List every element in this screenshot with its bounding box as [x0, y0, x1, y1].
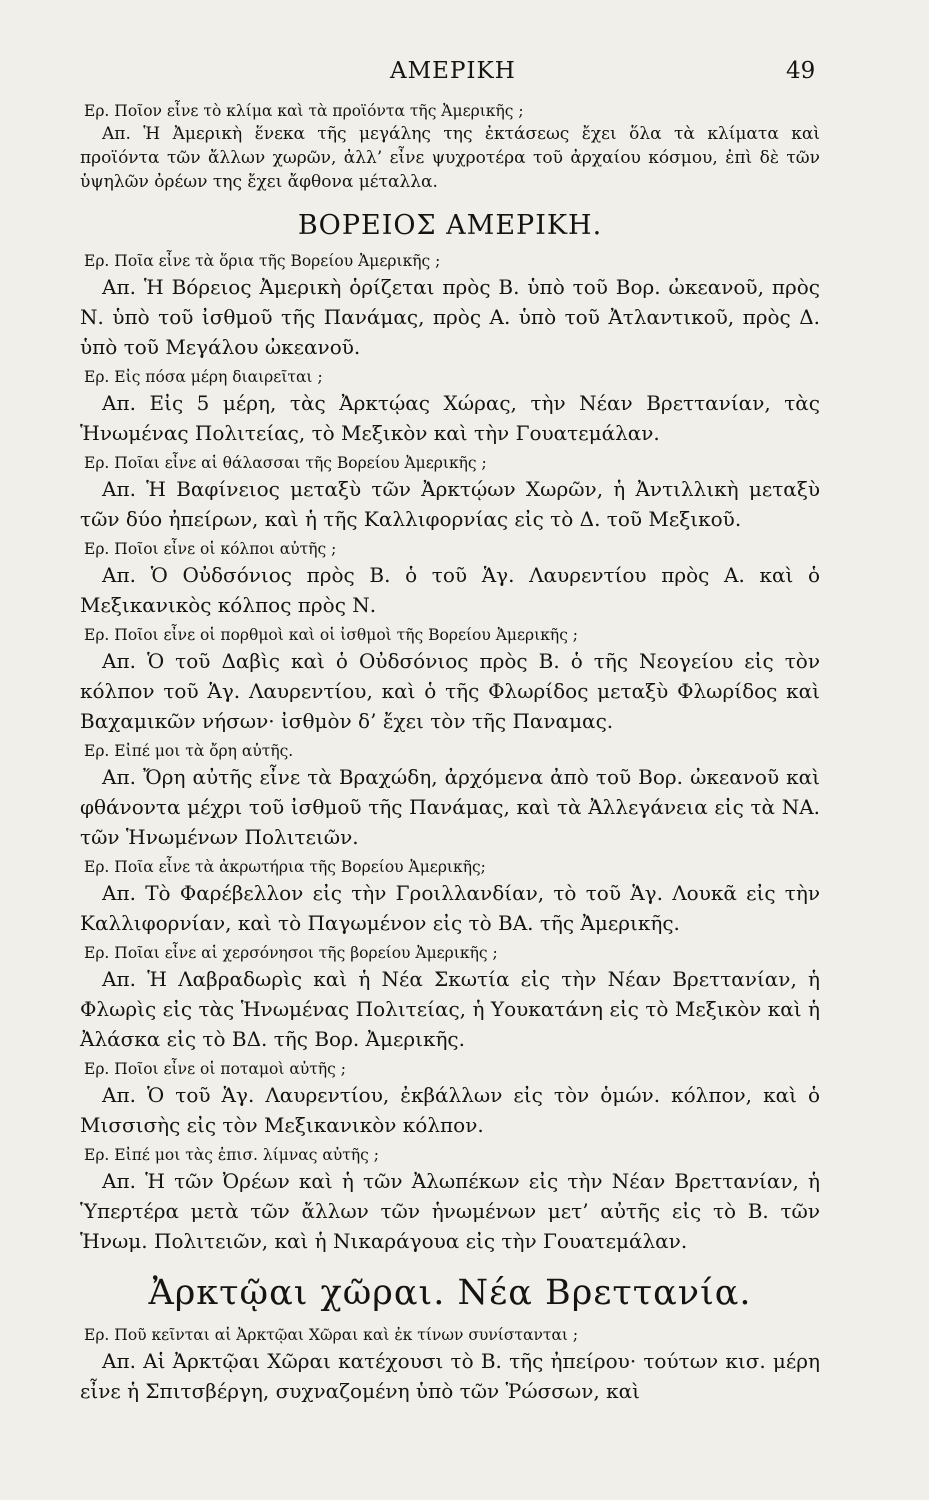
question-paragraph [80, 538, 820, 560]
answer-paragraph [80, 646, 820, 736]
question-text: Ποῖοι εἶνε οἱ ποταμοὶ αὐτῆς ; [114, 1060, 346, 1078]
answer-paragraph [80, 964, 820, 1054]
subsection-heading: Ἀρκτῷαι χῶραι. Νέα Βρεττανία. [148, 1273, 752, 1313]
answer-paragraph [80, 762, 820, 852]
answer-label: Απ. [102, 477, 136, 501]
answer-label: Απ. [102, 765, 136, 789]
question-text: Ποῖαι εἶνε αἱ χερσόνησοι τῆς βορείου Ἀμερικῆς ; [114, 944, 498, 962]
answer-paragraph [80, 388, 820, 448]
question-paragraph [80, 942, 820, 964]
question-text: Ποῖα εἶνε τὰ ὅρια τῆς Βορείου Ἀμερικῆς ; [114, 252, 441, 270]
answer-label: Απ. [102, 967, 136, 991]
answer-label: Απ. [102, 881, 136, 905]
answer-label: Απ. [102, 391, 136, 415]
question-label: Ερ. [84, 742, 110, 760]
question-paragraph [80, 740, 820, 762]
answer-paragraph [80, 878, 820, 938]
answer-label: Απ. [102, 1349, 136, 1373]
question-paragraph [80, 100, 820, 122]
question-label: Ερ. [84, 858, 110, 876]
question-label: Ερ. [84, 252, 110, 270]
answer-label: Απ. [102, 1169, 136, 1193]
question-label: Ερ. [84, 368, 110, 386]
question-label: Ερ. [84, 1060, 110, 1078]
answer-text: Αἱ Ἀρκτῷαι Χῶραι κατέχουσι τὸ Β. τῆς ἠπείρου· τούτων κισ. μέρη εἶνε ἡ Σπιτσβέργη, συχναζομένη ὑπὸ τῶν Ῥώσσων, καὶ [80, 1349, 820, 1403]
question-text: Εἰς πόσα μέρη διαιρεῖται ; [114, 368, 323, 386]
question-label: Ερ. [84, 102, 110, 120]
answer-paragraph [80, 474, 820, 534]
question-paragraph [80, 856, 820, 878]
answer-label: Απ. [102, 563, 136, 587]
answer-label: Απ. [102, 275, 136, 299]
question-label: Ερ. [84, 626, 110, 644]
question-paragraph [80, 366, 820, 388]
answer-paragraph [80, 272, 820, 362]
question-text: Ποῖοι εἶνε οἱ κόλποι αὐτῆς ; [114, 540, 337, 558]
question-text: Ποῖαι εἶνε αἱ θάλασσαι τῆς Βορείου Ἀμερικῆς ; [114, 454, 487, 472]
answer-paragraph [80, 560, 820, 620]
answer-paragraph [80, 1080, 820, 1140]
question-text: Ποῖοι εἶνε οἱ πορθμοὶ καὶ οἱ ἰσθμοὶ τῆς Βορείου Ἀμερικῆς ; [114, 626, 579, 644]
answer-text: Τὸ Φαρέβελλον εἰς τὴν Γροιλλανδίαν, τὸ τοῦ Ἁγ. Λουκᾶ εἰς τὴν Καλλιφορνίαν, καὶ τὸ Παγωμένον εἰς τὸ ΒΑ. τῆς Ἀμερικῆς. [80, 881, 820, 935]
answer-paragraph [80, 1166, 820, 1256]
section-heading: ΒΟΡΕΙΟΣ ΑΜΕΡΙΚΗ. [297, 210, 603, 241]
question-paragraph [80, 1058, 820, 1080]
page-header [0, 58, 929, 98]
answer-text: Ὁ Οὐδσόνιος πρὸς Β. ὁ τοῦ Ἁγ. Λαυρεντίου πρὸς Α. καὶ ὁ Μεξικανικὸς κόλπος πρὸς Ν. [80, 563, 821, 617]
answer-paragraph [80, 122, 820, 194]
answer-label: Απ. [102, 649, 136, 673]
answer-text: Ὁ τοῦ Δαβὶς καὶ ὁ Οὐδσόνιος πρὸς Β. ὁ τῆς Νεογείου εἰς τὸν κόλπον τοῦ Ἁγ. Λαυρεντίου, καὶ ὁ τῆς Φλωρίδος μεταξὺ Φλωρίδος καὶ Βαχαμικῶν νήσων· ἰσθμὸν δ’ ἔχει τὸν τῆς Παναμας. [80, 649, 820, 733]
question-label: Ερ. [84, 540, 110, 558]
answer-text: Ὁ τοῦ Ἁγ. Λαυρεντίου, ἐκβάλλων εἰς τὸν ὁμών. κόλπον, καὶ ὁ Μισσισὴς εἰς τὸν Μεξικανικὸν κόλπον. [80, 1083, 821, 1137]
question-text: Ποῖον εἶνε τὸ κλίμα καὶ τὰ προϊόντα τῆς Ἀμερικῆς ; [114, 102, 524, 120]
question-paragraph [80, 452, 820, 474]
answer-text: Εἰς 5 μέρη, τὰς Ἀρκτῴας Χώρας, τὴν Νέαν Βρεττανίαν, τὰς Ἡνωμένας Πολιτείας, τὸ Μεξικὸν καὶ τὴν Γουατεμάλαν. [80, 391, 821, 445]
question-text: Ποῦ κεῖνται αἱ Ἀρκτῷαι Χῶραι καὶ ἐκ τίνων συνίστανται ; [114, 1326, 579, 1344]
question-text: Εἰπέ μοι τὰς ἐπισ. λίμνας αὐτῆς ; [114, 1146, 379, 1164]
question-text: Ποῖα εἶνε τὰ ἀκρωτήρια τῆς Βορείου Ἀμερικῆς; [114, 858, 486, 876]
question-text: Εἰπέ μοι τὰ ὄρη αὐτῆς. [114, 742, 294, 760]
answer-text: Ἡ Λαβραδωρὶς καὶ ἡ Νέα Σκωτία εἰς τὴν Νέαν Βρεττανίαν, ἡ Φλωρὶς εἰς τὰς Ἡνωμένας Πολιτείας, ἡ Υουκατάνη εἰς τὸ Μεξικὸν καὶ ἡ Ἀλάσκα εἰς τὸ ΒΔ. τῆς Βορ. Ἀμερικῆς. [80, 967, 821, 1051]
answer-text: Ἡ Βαφίνειος μεταξὺ τῶν Ἀρκτῴων Χωρῶν, ἡ Ἀντιλλικὴ μεταξὺ τῶν δύο ἠπείρων, καὶ ἡ τῆς Καλλιφορνίας εἰς τὸ Δ. τοῦ Μεξικοῦ. [80, 477, 820, 531]
question-paragraph [80, 250, 820, 272]
answer-label: Απ. [102, 124, 131, 144]
page-number: 49 [786, 58, 816, 84]
answer-label: Απ. [102, 1083, 136, 1107]
question-label: Ερ. [84, 944, 110, 962]
answer-text: Ἡ τῶν Ὀρέων καὶ ἡ τῶν Ἀλωπέκων εἰς τὴν Νέαν Βρεττανίαν, ἡ Ὑπερτέρα μετὰ τῶν ἄλλων τῶν ἡνωμένων μετ’ αὐτῆς εἰς τὸ Β. τῶν Ἡνωμ. Πολιτειῶν, καὶ ἡ Νικαράγουα εἰς τὴν Γουατεμάλαν. [80, 1169, 821, 1253]
answer-paragraph [80, 1346, 820, 1406]
answer-text: Ὄρη αὐτῆς εἶνε τὰ Βραχώδη, ἀρχόμενα ἀπὸ τοῦ Βορ. ὠκεανοῦ καὶ φθάνοντα μέχρι τοῦ ἰσθμοῦ τῆς Πανάμας, καὶ τὰ Ἀλλεγάνεια εἰς τὰ ΝΑ. τῶν Ἡνωμένων Πολιτειῶν. [80, 765, 820, 849]
question-label: Ερ. [84, 454, 110, 472]
question-label: Ερ. [84, 1146, 110, 1164]
question-label: Ερ. [84, 1326, 110, 1344]
running-title: ΑΜΕΡΙΚΗ [390, 58, 516, 84]
answer-text: Ἡ Ἀμερικὴ ἕνεκα τῆς μεγάλης της ἐκτάσεως ἔχει ὅλα τὰ κλίματα καὶ προϊόντα τῶν ἄλλων χωρῶν, ἀλλ’ εἶνε ψυχροτέρα τοῦ ἀρχαίου κόσμου, ἐπὶ δὲ τῶν ὑψηλῶν ὀρέων της ἔχει ἄφθονα μέταλλα. [80, 124, 820, 192]
question-paragraph [80, 1144, 820, 1166]
question-paragraph [80, 1324, 820, 1346]
page-body [80, 96, 820, 1406]
answer-text: Ἡ Βόρειος Ἀμερικὴ ὁρίζεται πρὸς Β. ὑπὸ τοῦ Βορ. ὠκεανοῦ, πρὸς Ν. ὑπὸ τοῦ ἰσθμοῦ τῆς Πανάμας, πρὸς Α. ὑπὸ τοῦ Ἀτλαντικοῦ, πρὸς Δ. ὑπὸ τοῦ Μεγάλου ὠκεανοῦ. [80, 275, 820, 359]
question-paragraph [80, 624, 820, 646]
